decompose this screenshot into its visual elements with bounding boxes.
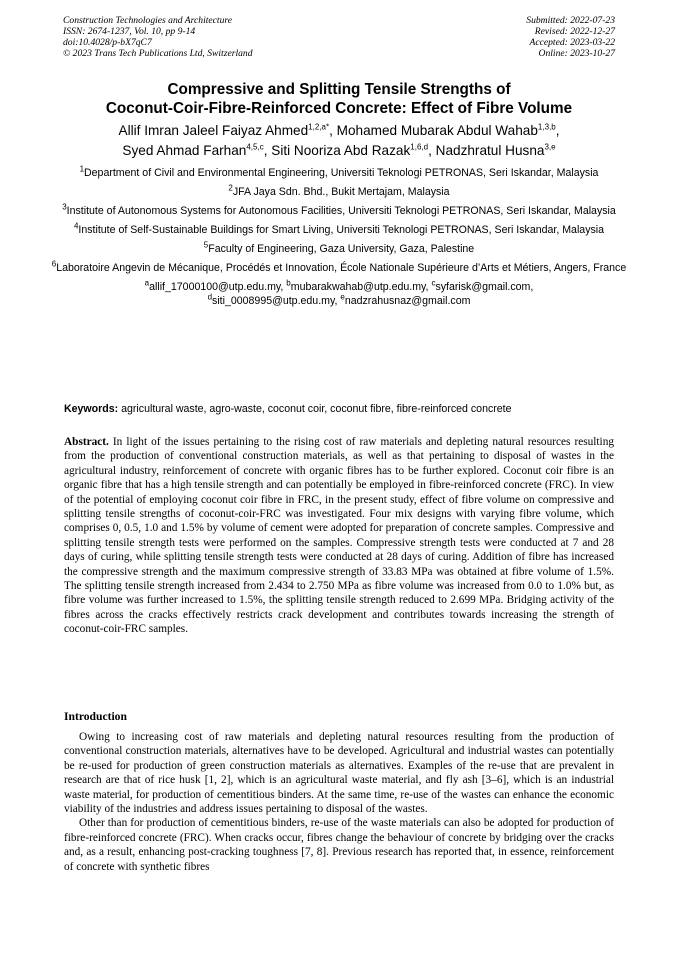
affiliation-3 — [40, 204, 638, 218]
email-address: allif_17000100@utp.edu.my, — [149, 281, 287, 293]
date-revised: Revised: 2022-12-27 — [534, 26, 615, 37]
affiliation-number: 4 — [73, 221, 79, 231]
email-sup: e — [340, 292, 345, 302]
journal-info — [63, 15, 253, 59]
author-name: Syed Ahmad Farhan — [122, 143, 247, 158]
paragraph: Owing to increasing cost of raw materials and depleting natural resources resulting from the production of conventional construction materials, alternatives have to be developed. Agricultural and industrial wastes can potentially be re-used for production of green construction materials as alternatives. Examples of the re-use that are prevalent in research are that of rice husk [1, 2], which is an agricultural waste material, and fly ash [3–6], which is an industrial waste material, for production of cementitious binders. At the same time, re-use of the wastes can enhance the economic viability of the industries and address issues pertaining to disposal of the wastes. — [64, 731, 614, 816]
introduction-heading: Introduction — [64, 710, 127, 723]
date-submitted: Submitted: 2022-07-23 — [526, 15, 615, 26]
title-line-2: Coconut-Coir-Fibre-Reinforced Concrete: Effect of Fibre Volume — [105, 100, 573, 117]
keywords — [64, 402, 624, 416]
author-affil-sup: 1,6,d — [410, 142, 429, 152]
affiliations — [40, 166, 638, 308]
abstract-text: In light of the issues pertaining to the rising cost of raw materials and depleting natural resources resulting from the production of conventional construction materials, as well as that pertaining to disposal of wastes in the agricultural industry, reinforcement of concrete with organic fibres has to be further explored. Coconut coir fibre is an organic fibre that has a high tensile strength and can potentially be employed in fibre-reinforced concrete (FRC). In view of the potential of employing coconut coir fibre in FRC, in the present study, effect of fibre volume on compressive and splitting tensile strengths of coconut-coir-FRC was investigated. Four mix designs with varying fibre volume, which comprises 0, 0.5, 1.0 and 1.5% by volume of cement were adopted for preparation of concrete samples. Compressive and splitting tensile strength tests were performed on the samples. Compressive strength tests were conducted at 7 and 28 days of curing, while splitting tensile strength tests were conducted at 28 days of curing. Addition of fibre has increased the compressive strength and the maximum compressive strength of 33.83 MPa was obtained at fibre volume of 1.5%. The splitting tensile strength increased from 2.434 to 2.750 MPa as fibre volume was increased from 0.0 to 1.0% but, as fibre volume was further increased to 1.5%, the splitting tensile strength reduced to 2.699 MPa. Bridging activity of the fibres across the cracks effectively restricts crack development and contributes towards increasing the strength of coconut-coir-FRC samples. — [64, 436, 614, 636]
title-line-1: Compressive and Splitting Tensile Strengths of — [167, 81, 511, 98]
paragraph: Other than for production of cementitious binders, re-use of the waste materials can also be adopted for production of fibre-reinforced concrete (FRC). When cracks occur, fibres change the behaviour of concrete by bridging over the cracks and, as a result, enhancing post-cracking toughness [7, 8]. Previous research has reported that, in essence, reinforcement of concrete with synthetic fibres — [64, 817, 614, 873]
abstract-label: Abstract. — [64, 436, 109, 448]
email-address: mubarakwahab@utp.edu.my, — [290, 281, 432, 293]
author-affil-sup: 1,2,a* — [308, 122, 330, 132]
affiliation-text: Department of Civil and Environmental Engineering, Universiti Teknologi PETRONAS, Seri Iskandar, Malaysia — [84, 167, 599, 179]
author-separator: , — [428, 143, 436, 158]
author-separator: , — [555, 123, 560, 138]
affiliation-1 — [40, 166, 638, 180]
email-sup: b — [286, 278, 291, 288]
introduction-body — [64, 730, 614, 874]
affiliation-number: 3 — [62, 202, 67, 212]
affiliation-4 — [40, 223, 638, 237]
author-name: Siti Nooriza Abd Razak — [271, 143, 411, 158]
paper-title — [40, 80, 638, 118]
affiliation-text: Institute of Self-Sustainable Buildings for Smart Living, Universiti Teknologi PETRONAS, Seri Iskandar, Malaysia — [78, 224, 605, 236]
affiliation-text: Laboratoire Angevin de Mécanique, Procédés et Innovation, École Nationale Supérieure d’Arts et Métiers, Angers, France — [56, 262, 627, 274]
email-sup: d — [207, 292, 213, 302]
email-address: nadzrahusnaz@gmail.com — [344, 295, 471, 307]
author-name: Nadzhratul Husna — [435, 143, 545, 158]
submission-dates — [526, 15, 615, 59]
email-address: siti_0008995@utp.edu.my, — [212, 295, 341, 307]
email-sup: a — [144, 278, 150, 288]
affiliation-2 — [40, 185, 638, 199]
journal-name: Construction Technologies and Architecture — [63, 15, 233, 26]
abstract — [64, 435, 614, 637]
affiliation-number: 1 — [79, 164, 85, 174]
email-address: syfarisk@gmail.com, — [435, 281, 534, 293]
date-online: Online: 2023-10-27 — [538, 48, 615, 59]
author-name: Mohamed Mubarak Abdul Wahab — [336, 123, 538, 138]
affiliation-text: Faculty of Engineering, Gaza University, Gaza, Palestine — [208, 243, 475, 255]
affiliation-5 — [40, 242, 638, 256]
affiliation-number: 5 — [203, 240, 209, 250]
journal-doi: doi:10.4028/p-bX7qC7 — [63, 37, 152, 48]
keywords-text: agricultural waste, agro-waste, coconut coir, coconut fibre, fibre-reinforced concrete — [118, 403, 512, 415]
affiliation-number: 2 — [228, 183, 233, 193]
author-separator: , — [329, 123, 337, 138]
email-line-2 — [40, 294, 638, 308]
keywords-label: Keywords: — [64, 403, 119, 415]
author-separator: , — [263, 143, 272, 158]
journal-issn: ISSN: 2674-1237, Vol. 10, pp 9-14 — [63, 26, 196, 37]
email-list — [40, 280, 638, 308]
author-affil-sup: 4,5,c — [246, 142, 264, 152]
journal-copyright: © 2023 Trans Tech Publications Ltd, Switzerland — [63, 48, 253, 59]
affiliation-text: JFA Jaya Sdn. Bhd., Bukit Mertajam, Malaysia — [232, 186, 450, 198]
author-line-2 — [30, 141, 648, 161]
author-affil-sup: 3,e — [544, 142, 556, 152]
affiliation-text: Institute of Autonomous Systems for Autonomous Facilities, Universiti Teknologi PETRONAS, Seri Iskandar, Malaysia — [66, 205, 616, 217]
author-affil-sup: 1,3,b — [537, 122, 556, 132]
author-line-1 — [30, 121, 648, 141]
author-name: Allif Imran Jaleel Faiyaz Ahmed — [118, 123, 309, 138]
email-line-1 — [40, 280, 638, 294]
author-list — [30, 121, 648, 161]
affiliation-6 — [40, 261, 638, 275]
email-sup: c — [431, 278, 436, 288]
affiliation-number: 6 — [51, 259, 57, 269]
date-accepted: Accepted: 2023-03-22 — [529, 37, 615, 48]
